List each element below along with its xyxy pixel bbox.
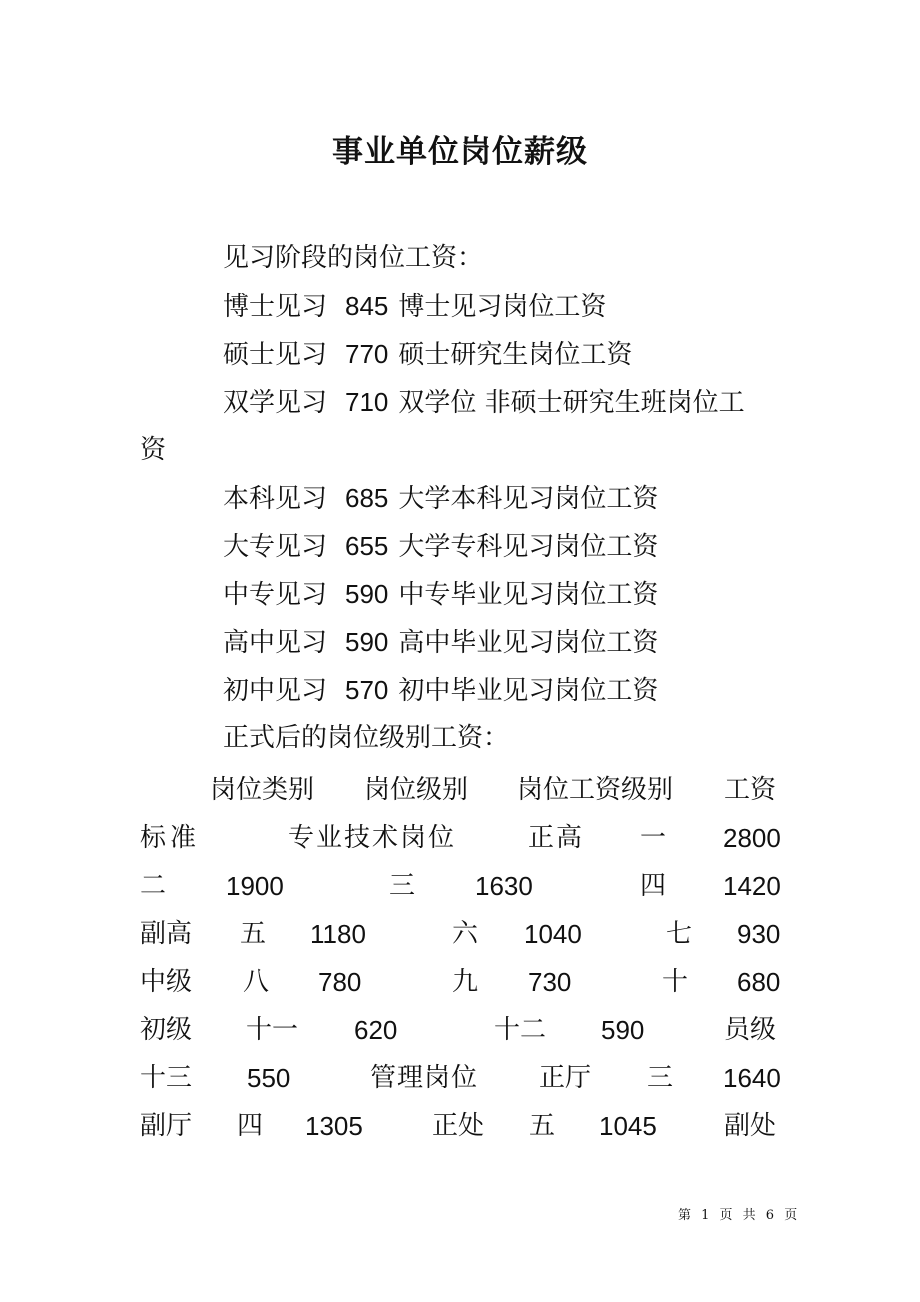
intern-label: 大专见习 xyxy=(223,532,328,562)
table-header-cell: 岗位类别 xyxy=(210,775,315,805)
intern-desc: 大学专科见习岗位工资 xyxy=(398,532,659,562)
table-cell: 930 xyxy=(737,919,781,949)
table-cell: 1640 xyxy=(723,1063,781,1093)
intern-amount: 685 xyxy=(345,483,389,513)
intern-desc: 博士见习岗位工资 xyxy=(398,292,607,322)
table-cell: 中级 xyxy=(140,967,193,997)
table-cell: 十一 xyxy=(246,1015,299,1045)
intern-desc: 大学本科见习岗位工资 xyxy=(398,484,659,514)
table-cell: 八 xyxy=(243,967,270,997)
page-number: 第 1 页 共 6 页 xyxy=(678,1208,801,1223)
table-cell: 十三 xyxy=(140,1063,193,1093)
table-cell: 员级 xyxy=(724,1015,777,1045)
table-cell: 一 xyxy=(640,823,667,853)
table-cell: 副高 xyxy=(140,919,193,949)
intern-row xyxy=(223,666,783,715)
table-cell: 标准 xyxy=(140,823,201,853)
intern-amount: 845 xyxy=(345,291,389,321)
table-cell: 1040 xyxy=(524,919,582,949)
table-cell: 十 xyxy=(662,967,689,997)
table-cell: 正高 xyxy=(528,823,585,853)
intern-amount: 590 xyxy=(345,579,389,609)
table-cell: 九 xyxy=(452,967,479,997)
intern-amount: 710 xyxy=(345,387,389,417)
table-cell: 590 xyxy=(601,1015,645,1045)
table-cell: 三 xyxy=(647,1063,674,1093)
table-cell: 1900 xyxy=(226,871,284,901)
table-cell: 550 xyxy=(247,1063,291,1093)
intern-row xyxy=(223,474,783,523)
intern-desc: 中专毕业见习岗位工资 xyxy=(398,580,659,610)
intern-row xyxy=(223,522,783,571)
intern-row xyxy=(223,282,783,331)
intern-row xyxy=(223,570,783,619)
table-cell: 二 xyxy=(140,871,167,901)
table-cell: 初级 xyxy=(140,1015,193,1045)
intern-desc: 初中毕业见习岗位工资 xyxy=(398,676,659,706)
table-cell: 副处 xyxy=(724,1111,777,1141)
intern-heading: 见习阶段的岗位工资： xyxy=(223,243,484,273)
table-cell: 副厅 xyxy=(140,1111,193,1141)
table-cell: 管理岗位 xyxy=(370,1063,479,1093)
intern-label: 高中见习 xyxy=(223,628,328,658)
table-cell: 三 xyxy=(389,871,416,901)
intern-label: 博士见习 xyxy=(223,292,328,322)
table-cell: 1045 xyxy=(599,1111,657,1141)
table-cell: 1420 xyxy=(723,871,781,901)
table-cell: 五 xyxy=(240,919,267,949)
intern-label: 初中见习 xyxy=(223,676,328,706)
table-cell: 七 xyxy=(666,919,693,949)
table-cell: 六 xyxy=(452,919,479,949)
table-cell: 四 xyxy=(640,871,667,901)
formal-heading: 正式后的岗位级别工资： xyxy=(223,723,510,753)
intern-label: 本科见习 xyxy=(223,484,328,514)
intern-desc: 双学位 非硕士研究生班岗位工 xyxy=(398,388,745,418)
intern-amount: 570 xyxy=(345,675,389,705)
intern-amount: 590 xyxy=(345,627,389,657)
table-cell: 正厅 xyxy=(539,1063,592,1093)
table-cell: 780 xyxy=(318,967,362,997)
table-cell: 专业技术岗位 xyxy=(288,823,457,853)
intern-wrap-text: 资 xyxy=(140,435,167,465)
intern-label: 中专见习 xyxy=(223,580,328,610)
table-cell: 730 xyxy=(528,967,572,997)
table-cell: 620 xyxy=(354,1015,398,1045)
intern-amount: 770 xyxy=(345,339,389,369)
table-header-cell: 工资 xyxy=(724,775,777,805)
table-cell: 680 xyxy=(737,967,781,997)
table-cell: 五 xyxy=(529,1111,556,1141)
intern-desc: 高中毕业见习岗位工资 xyxy=(398,628,659,658)
table-cell: 2800 xyxy=(723,823,781,853)
intern-desc: 硕士研究生岗位工资 xyxy=(398,340,633,370)
intern-row xyxy=(223,618,783,667)
table-cell: 1630 xyxy=(475,871,533,901)
document-title: 事业单位岗位薪级 xyxy=(332,134,588,170)
table-cell: 四 xyxy=(237,1111,264,1141)
intern-label: 双学见习 xyxy=(223,388,328,418)
intern-row xyxy=(223,330,783,379)
table-header-cell: 岗位工资级别 xyxy=(517,775,674,805)
intern-label: 硕士见习 xyxy=(223,340,328,370)
intern-row xyxy=(223,378,783,427)
table-cell: 1305 xyxy=(305,1111,363,1141)
table-cell: 1180 xyxy=(310,919,366,949)
intern-amount: 655 xyxy=(345,531,389,561)
table-cell: 正处 xyxy=(432,1111,485,1141)
table-header-cell: 岗位级别 xyxy=(364,775,469,805)
table-cell: 十二 xyxy=(494,1015,547,1045)
